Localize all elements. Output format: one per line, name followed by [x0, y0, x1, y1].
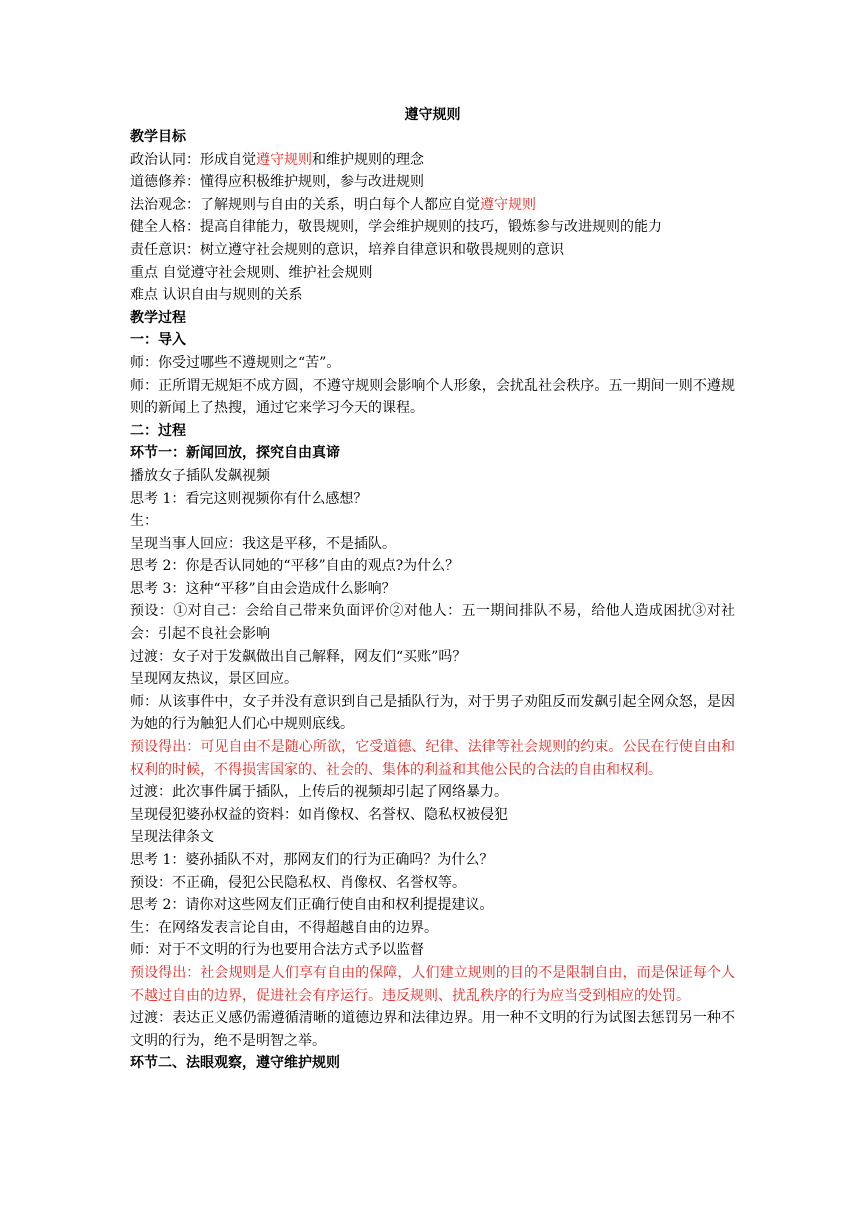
goal-personality: 健全人格：提高自律能力，敬畏规则，学会维护规则的技巧，锻炼参与改进规则的能力 — [130, 219, 662, 236]
text-line: 生： — [130, 513, 158, 530]
text-line: 思考 2：你是否认同她的“平移”自由的观点?为什么？ — [130, 558, 460, 575]
goal-law: 法治观念：了解规则与自由的关系，明白每个人都应自觉遵守规则 — [130, 196, 536, 213]
intro-question: 师：你受过哪些不遵规则之“苦”。 — [130, 354, 341, 371]
highlight-text: 遵守规则 — [480, 196, 536, 213]
key-point: 重点 自觉遵守社会规则、维护社会规则 — [130, 264, 373, 281]
difficulty: 难点 认识自由与规则的关系 — [130, 287, 303, 304]
text-line: 呈现当事人回应：我这是平移，不是插队。 — [130, 535, 396, 552]
process-heading: 教学过程 — [130, 309, 186, 326]
text-line: 思考 1：婆孙插队不对，那网友们的行为正确吗？为什么？ — [130, 852, 494, 868]
text-line: 师：对于不文明的行为也要用合法方式予以监督 — [130, 942, 424, 959]
link1-heading: 环节一：新闻回放，探究自由真谛 — [130, 445, 340, 462]
section2-heading: 二：过程 — [130, 422, 186, 439]
text-line: 呈现侵犯婆孙权益的资料：如肖像权、名誉权、隐私权被侵犯 — [130, 806, 508, 823]
paragraph: 师：从该事件中，女子并没有意识到自己是插队行为，对于男子劝阻反而发飙引起全网众怒，是因为她的行为触犯人们心中规则底线。 — [130, 693, 735, 733]
section1-heading: 一：导入 — [130, 332, 186, 349]
text-line: 生：在网络发表言论自由，不得超越自由的边界。 — [130, 919, 438, 936]
goal-responsibility: 责任意识：树立遵守社会规则的意识，培养自律意识和敬畏规则的意识 — [130, 241, 564, 258]
text-line: 过渡：此次事件属于插队，上传后的视频却引起了网络暴力。 — [130, 784, 508, 801]
text-line: 播放女子插队发飙视频 — [130, 467, 270, 484]
paragraph: 预设：①对自己：会给自己带来负面评价②对他人：五一期间排队不易，给他人造成困扰③对社会：引起不良社会影响 — [130, 603, 735, 643]
text-line: 思考 3：这种“平移”自由会造成什么影响？ — [130, 580, 396, 597]
goals-heading: 教学目标 — [130, 129, 186, 145]
document-title: 遵守规则 — [404, 107, 461, 123]
text-line: 呈现网友热议，景区回应。 — [130, 671, 298, 688]
link2-heading: 环节二、法眼观察，遵守维护规则 — [130, 1055, 340, 1072]
conclusion-paragraph: 预设得出：可见自由不是随心所欲，它受道德、纪律、法律等社会规则的约束。公民在行使自由和权利的时候，不得损害国家的、社会的、集体的利益和其他公民的合法的自由和权利。 — [130, 739, 735, 778]
goal-political: 政治认同：形成自觉遵守规则和维护规则的理念 — [130, 151, 424, 168]
text-line: 预设：不正确，侵犯公民隐私权、肖像权、名誉权等。 — [130, 874, 466, 891]
text-line: 思考 2：请你对这些网友们正确行使自由和权利提提建议。 — [130, 897, 494, 914]
conclusion-paragraph: 预设得出：社会规则是人们享有自由的保障，人们建立规则的目的不是限制自由，而是保证每个人不越过自由的边界，促进社会有序运行。违反规则、扰乱秩序的行为应当受到相应的处罚。 — [130, 964, 735, 1004]
paragraph: 过渡：表达正义感仍需遵循清晰的道德边界和法律边界。用一种不文明的行为试图去惩罚另一种不文明的行为，绝不是明智之举。 — [130, 1010, 735, 1049]
goal-moral: 道德修养：懂得应积极维护规则，参与改进规则 — [130, 174, 424, 191]
document-page — [130, 104, 735, 1075]
text-line: 思考 1：看完这则视频你有什么感想？ — [130, 490, 368, 507]
intro-paragraph: 师：正所谓无规矩不成方圆，不遵守规则会影响个人形象，会扰乱社会秩序。五一期间一则不遵规则的新闻上了热搜，通过它来学习今天的课程。 — [130, 377, 735, 417]
text-line: 呈现法律条文 — [130, 829, 214, 846]
text-line: 过渡：女子对于发飙做出自己解释，网友们“买账”吗？ — [130, 648, 467, 665]
highlight-text: 遵守规则 — [256, 151, 312, 168]
